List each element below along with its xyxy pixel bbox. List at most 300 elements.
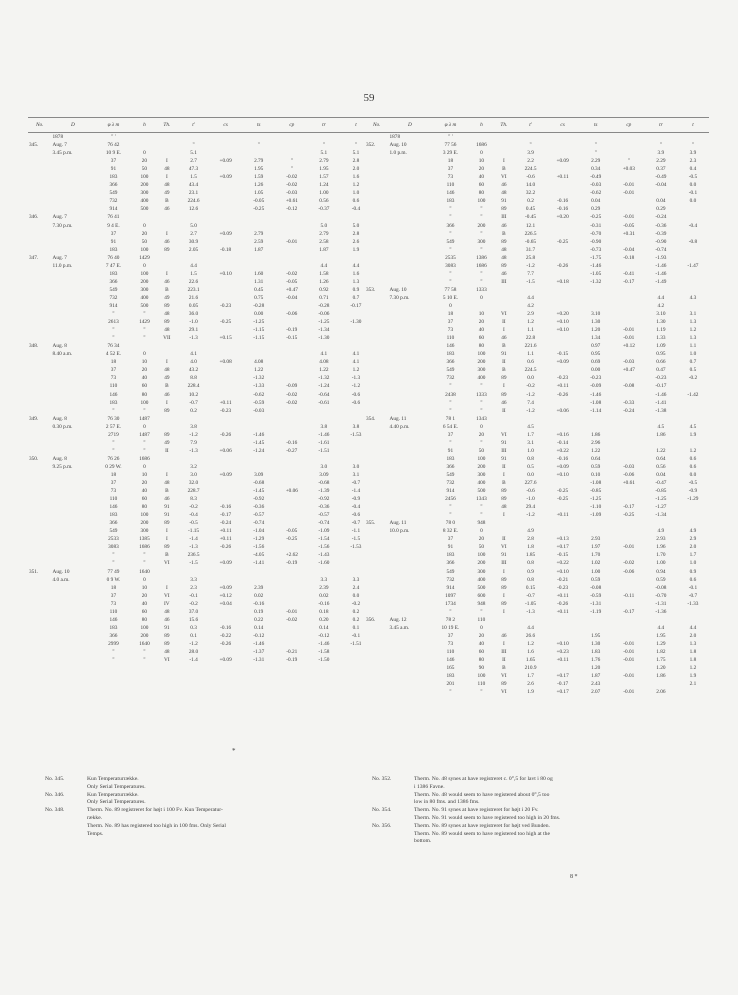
- right-cell: -1.34: [655, 512, 667, 519]
- left-cell: 1487: [139, 431, 150, 438]
- right-cell: 4.2: [527, 302, 534, 309]
- right-header-9: tr: [645, 118, 677, 133]
- right-cell: VI: [501, 673, 507, 680]
- right-cell: [365, 527, 389, 535]
- right-cell: II: [502, 657, 506, 664]
- right-cell: 2438: [445, 391, 456, 398]
- left-cell: 200: [140, 182, 149, 189]
- right-cell: 1.86: [656, 431, 666, 438]
- left-cell: 1429: [139, 254, 150, 261]
- right-cell: 22.8: [525, 335, 536, 342]
- right-cell: ": [480, 383, 483, 390]
- right-cell: -0.08: [590, 584, 602, 591]
- left-cell: 0.56: [319, 198, 329, 205]
- left-cell: 0.71: [319, 294, 329, 301]
- right-cell: 224.5: [524, 367, 537, 374]
- right-cell: [579, 423, 613, 431]
- right-cell: III: [501, 214, 507, 221]
- right-cell: ": [627, 158, 630, 165]
- left-cell: -1.4: [189, 536, 198, 543]
- left-cell: [28, 592, 52, 600]
- right-cell: 91: [501, 198, 507, 205]
- table-row: [28, 439, 372, 447]
- table-row: [28, 608, 372, 616]
- right-cell: [365, 672, 389, 680]
- right-cell: 2.29: [656, 158, 666, 165]
- left-cell: 60: [141, 608, 148, 615]
- table-row: [28, 527, 372, 535]
- left-cell: [52, 487, 95, 495]
- right-cell: 26.6: [525, 632, 536, 639]
- left-cell: -1.51: [318, 447, 330, 454]
- right-cell: -1.25: [655, 496, 667, 503]
- right-cell: 0.6: [689, 455, 697, 462]
- left-cell: [156, 576, 177, 584]
- right-cell: 1.65: [525, 657, 536, 664]
- right-cell: -0.90: [590, 238, 602, 245]
- right-cell: 0: [480, 624, 483, 631]
- left-cell: 18: [110, 471, 117, 478]
- left-cell: [178, 568, 210, 576]
- right-cell: [389, 664, 432, 672]
- table-row: [365, 197, 709, 205]
- right-cell: -1.46: [655, 262, 667, 269]
- right-cell: -0.01: [623, 214, 635, 221]
- left-cell: [52, 399, 95, 407]
- right-cell: [389, 511, 432, 519]
- left-cell: -0.05: [253, 198, 265, 205]
- left-cell: 43.2: [188, 367, 199, 374]
- right-cell: [493, 423, 514, 431]
- left-cell: -0.1: [351, 632, 361, 639]
- right-cell: ": [480, 439, 483, 446]
- right-cell: [613, 350, 645, 358]
- left-cell: 500: [140, 206, 149, 213]
- left-cell: I: [165, 584, 168, 591]
- footnote-line: Therm. No. 48 would seem to have registered about 0°,5 too: [414, 791, 550, 798]
- table-row: [365, 616, 709, 624]
- footnote-line: Therm. No. 89 has registered too high in 100 fms. Only Serial: [87, 822, 226, 829]
- table-row: [365, 568, 709, 576]
- table-row: [365, 246, 709, 254]
- left-cell: ": [290, 158, 293, 165]
- table-row: [365, 527, 709, 535]
- right-cell: [365, 334, 389, 342]
- table-row: [365, 656, 709, 664]
- right-cell: [613, 141, 645, 149]
- right-cell: [365, 648, 389, 656]
- left-cell: -0.09: [286, 383, 298, 390]
- left-cell: 0.18: [319, 608, 329, 615]
- table-row: [28, 431, 372, 439]
- right-cell: ": [594, 150, 597, 157]
- right-data-table: [365, 117, 709, 696]
- left-cell: ": [192, 142, 195, 149]
- left-cell: [276, 366, 308, 374]
- right-cell: [389, 262, 432, 270]
- right-cell: -0.01: [623, 673, 635, 680]
- left-cell: Aug. 7: [52, 254, 67, 261]
- right-cell: [389, 503, 432, 511]
- left-cell: 549: [109, 190, 118, 197]
- left-cell: -1.56: [318, 544, 330, 551]
- right-cell: -0.17: [623, 608, 635, 615]
- right-cell: 3.10: [656, 311, 666, 318]
- left-cell: 48: [164, 311, 170, 318]
- left-cell: -1.3: [189, 335, 198, 342]
- right-cell: -1.47: [687, 262, 699, 269]
- right-cell: 91: [447, 544, 454, 551]
- right-cell: [613, 487, 645, 495]
- right-cell: [389, 688, 432, 696]
- table-row: [28, 189, 372, 197]
- right-cell: [389, 205, 432, 213]
- left-cell: [156, 222, 177, 230]
- right-cell: 2.0: [689, 544, 697, 551]
- right-cell: 89: [501, 206, 507, 213]
- left-cell: 89: [164, 544, 170, 551]
- left-cell: [156, 568, 177, 576]
- footnote-line: bottom.: [414, 838, 432, 845]
- table-row: [28, 535, 372, 543]
- left-cell: [210, 149, 242, 157]
- right-cell: [389, 447, 432, 455]
- table-row: [28, 391, 372, 399]
- right-cell: 1.30: [591, 319, 601, 326]
- right-cell: 0.5: [689, 367, 697, 374]
- left-cell: 76 42: [107, 142, 120, 149]
- table-row: [28, 213, 372, 221]
- left-cell: 60: [141, 496, 148, 503]
- right-cell: [365, 205, 389, 213]
- right-cell: -1.25: [590, 496, 602, 503]
- left-cell: [52, 366, 95, 374]
- right-cell: 1.85: [525, 552, 536, 559]
- footnote-line: Therm. No. 91 would seem to have registered too high in 20 fms.: [414, 814, 561, 821]
- left-cell: [52, 471, 95, 479]
- right-cell: 1.20: [656, 665, 666, 672]
- left-cell: +0.06: [219, 447, 232, 454]
- left-cell: 2 57 E.: [105, 423, 122, 430]
- right-cell: 20: [478, 536, 485, 543]
- right-cell: [547, 189, 579, 197]
- right-cell: [613, 616, 645, 624]
- left-cell: [52, 535, 95, 543]
- left-cell: -1.39: [318, 488, 330, 495]
- left-cell: +0.09: [219, 560, 232, 567]
- right-cell: [365, 688, 389, 696]
- left-cell: 18: [110, 359, 117, 366]
- table-row: [28, 222, 372, 230]
- right-cell: [547, 616, 579, 624]
- left-footnotes: [45, 776, 345, 838]
- right-cell: [677, 608, 709, 616]
- left-cell: 0.14: [319, 624, 329, 631]
- left-cell: [210, 382, 242, 390]
- table-row: [365, 310, 709, 318]
- right-cell: 200: [477, 359, 486, 366]
- left-cell: -0.16: [318, 600, 330, 607]
- left-cell: 48: [164, 608, 170, 615]
- table-row: [28, 616, 372, 624]
- left-cell: 366: [109, 632, 118, 639]
- right-cell: [389, 334, 432, 342]
- table-row: [365, 157, 709, 165]
- table-row: [365, 286, 709, 294]
- right-cell: 0.04: [591, 198, 601, 205]
- right-cell: Aug. 10: [389, 142, 407, 149]
- left-cell: 20: [141, 592, 148, 599]
- table-row: [365, 165, 709, 173]
- left-cell: 91: [164, 512, 170, 519]
- left-cell: I: [165, 158, 168, 165]
- table-row: [28, 495, 372, 503]
- left-cell: [52, 286, 95, 294]
- table-row: [365, 503, 709, 511]
- right-cell: 1.1: [689, 343, 697, 350]
- right-cell: [645, 616, 677, 624]
- right-cell: 355.: [366, 520, 376, 527]
- right-cell: [613, 527, 645, 535]
- right-cell: 12.1: [525, 222, 536, 229]
- right-cell: -0.23: [590, 375, 602, 382]
- right-cell: [365, 535, 389, 543]
- right-cell: ": [691, 142, 695, 149]
- left-cell: [28, 246, 52, 254]
- right-cell: -1.10: [590, 504, 602, 511]
- left-cell: 2719: [108, 431, 119, 438]
- left-cell: [276, 495, 308, 503]
- right-cell: 73: [447, 327, 454, 334]
- right-cell: 48: [501, 246, 507, 253]
- right-cell: 29.4: [525, 504, 536, 511]
- right-cell: 2.96: [591, 439, 601, 446]
- left-cell: [308, 415, 340, 423]
- right-cell: 1.02: [591, 560, 601, 567]
- right-cell: [515, 519, 547, 527]
- right-cell: 1.9: [527, 689, 534, 696]
- table-row: [365, 519, 709, 527]
- right-cell: [613, 197, 645, 205]
- left-cell: [276, 423, 308, 431]
- left-cell: [28, 173, 52, 181]
- right-cell: ": [449, 206, 452, 213]
- right-cell: [645, 439, 677, 447]
- right-cell: [365, 439, 389, 447]
- right-cell: -0.7: [526, 592, 535, 599]
- left-cell: [133, 342, 157, 350]
- table-row: [28, 455, 372, 463]
- right-cell: [613, 173, 645, 181]
- left-cell: 100: [140, 174, 149, 181]
- right-cell: ": [480, 246, 483, 253]
- right-cell: B: [502, 480, 506, 487]
- table-row: [365, 382, 709, 390]
- right-cell: 91: [501, 439, 507, 446]
- right-cell: 1.0: [689, 351, 697, 358]
- right-cell: [389, 640, 432, 648]
- right-cell: -0.25: [557, 496, 569, 503]
- right-cell: [547, 503, 579, 511]
- left-cell: [242, 463, 276, 471]
- right-cell: [547, 246, 579, 254]
- right-cell: -0.11: [623, 592, 635, 599]
- right-cell: " ': [448, 134, 453, 140]
- left-cell: 37: [110, 480, 117, 487]
- left-cell: -1.25: [318, 319, 330, 326]
- right-cell: [389, 535, 432, 543]
- left-cell: -1.61: [318, 439, 330, 446]
- right-cell: -0.06: [623, 471, 635, 478]
- right-cell: [389, 463, 432, 471]
- right-cell: [613, 584, 645, 592]
- left-cell: -1.25: [253, 319, 265, 326]
- left-cell: [242, 350, 276, 358]
- right-cell: 732: [446, 375, 455, 382]
- left-cell: I: [165, 528, 168, 535]
- left-cell: -1.3: [189, 544, 198, 551]
- left-cell: [52, 246, 95, 254]
- left-cell: [210, 238, 242, 246]
- right-cell: 89: [501, 391, 507, 398]
- left-cell: [276, 640, 308, 648]
- left-cell: -0.16: [220, 504, 232, 511]
- left-cell: [308, 213, 340, 221]
- right-cell: 0.6: [689, 463, 697, 470]
- left-cell: 4 52 E.: [105, 351, 122, 358]
- left-cell: 40: [141, 488, 148, 495]
- table-row: [365, 584, 709, 592]
- right-cell: 2.9: [527, 311, 534, 318]
- table-row: [365, 415, 709, 423]
- left-cell: ": [143, 560, 146, 567]
- right-cell: 110: [446, 649, 455, 655]
- left-cell: [210, 222, 242, 230]
- right-cell: -0.01: [623, 335, 635, 342]
- left-cell: -0.2: [189, 600, 198, 607]
- left-cell: -0.06: [286, 311, 298, 318]
- right-cell: -1.27: [655, 504, 667, 511]
- left-cell: 1.22: [254, 367, 264, 374]
- right-cell: 110: [477, 681, 486, 688]
- left-cell: [178, 213, 210, 221]
- table-row: [365, 238, 709, 246]
- left-cell: -1.45: [253, 439, 265, 446]
- left-cell: [52, 230, 95, 238]
- right-cell: -0.45: [525, 214, 537, 221]
- left-cell: -0.28: [318, 302, 330, 309]
- right-cell: 0.4: [689, 166, 697, 173]
- left-cell: 0.1: [352, 624, 360, 631]
- left-cell: I: [165, 230, 168, 237]
- right-cell: 14.0: [525, 182, 536, 189]
- left-cell: [276, 576, 308, 584]
- right-cell: 60: [478, 335, 485, 342]
- right-cell: 89: [501, 488, 507, 495]
- left-cell: 1.6: [352, 270, 360, 277]
- left-cell: 146: [109, 504, 118, 511]
- right-cell: 1.34: [591, 335, 601, 342]
- right-cell: -0.04: [623, 246, 635, 253]
- left-cell: 0.02: [254, 592, 264, 599]
- right-cell: B: [502, 166, 506, 173]
- left-cell: [210, 189, 242, 197]
- left-cell: 80: [141, 504, 148, 511]
- footnote: [372, 823, 692, 846]
- right-cell: [365, 238, 389, 246]
- left-cell: ": [143, 311, 146, 318]
- right-cell: [365, 471, 389, 479]
- right-cell: 2.06: [656, 689, 666, 696]
- left-cell: 1640: [139, 640, 150, 647]
- left-cell: [52, 624, 95, 632]
- right-cell: 4.3: [689, 294, 697, 301]
- left-cell: -1.15: [188, 528, 200, 535]
- footnote-text: [414, 823, 550, 846]
- left-cell: 183: [109, 270, 118, 277]
- right-header-2: φ λ m: [431, 118, 469, 133]
- right-cell: [613, 431, 645, 439]
- left-cell: 0.19: [254, 608, 264, 615]
- table-row: [28, 318, 372, 326]
- left-cell: [308, 342, 340, 350]
- left-cell: 7.30 p.m.: [52, 222, 73, 229]
- table-row: [365, 487, 709, 495]
- right-cell: 78 0: [445, 520, 456, 527]
- right-cell: 3.10: [591, 311, 601, 318]
- right-cell: 400: [477, 480, 486, 487]
- right-cell: 500: [477, 584, 486, 591]
- left-cell: 0.2: [352, 616, 360, 623]
- right-cell: [515, 415, 547, 423]
- left-header-0: No.: [28, 118, 52, 133]
- left-cell: [276, 133, 308, 142]
- left-cell: B: [165, 552, 169, 559]
- left-cell: -0.9: [351, 496, 361, 503]
- left-cell: -0.4: [351, 206, 361, 213]
- right-cell: ": [449, 399, 452, 406]
- right-cell: -0.01: [623, 190, 635, 197]
- left-cell: 0.7: [352, 294, 360, 301]
- right-cell: 8 32 E.: [442, 528, 459, 535]
- right-cell: [389, 656, 432, 664]
- right-cell: -0.18: [623, 254, 635, 261]
- right-cell: [389, 439, 432, 447]
- left-cell: [28, 278, 52, 286]
- left-cell: [28, 294, 52, 302]
- right-cell: +0.23: [556, 649, 569, 655]
- right-cell: 1.0 p.m.: [389, 150, 407, 157]
- right-cell: 1.0: [689, 560, 697, 567]
- right-cell: 80: [478, 657, 485, 664]
- right-cell: [515, 616, 547, 624]
- right-cell: -0.24: [655, 214, 667, 221]
- left-cell: -1.50: [318, 657, 330, 664]
- left-cell: [28, 382, 52, 390]
- left-cell: 0.3: [190, 624, 197, 631]
- right-cell: -0.01: [623, 640, 635, 647]
- left-cell: [52, 302, 95, 310]
- right-cell: 1.30: [591, 640, 601, 647]
- right-cell: 2.0: [689, 632, 697, 639]
- left-cell: 46: [164, 391, 170, 398]
- left-cell: [156, 254, 177, 262]
- right-cell: [389, 455, 432, 463]
- left-cell: [28, 197, 52, 205]
- left-cell: Aug. 8: [52, 343, 67, 350]
- right-cell: 366: [446, 560, 455, 567]
- footnote-number: No. 346.: [45, 791, 65, 798]
